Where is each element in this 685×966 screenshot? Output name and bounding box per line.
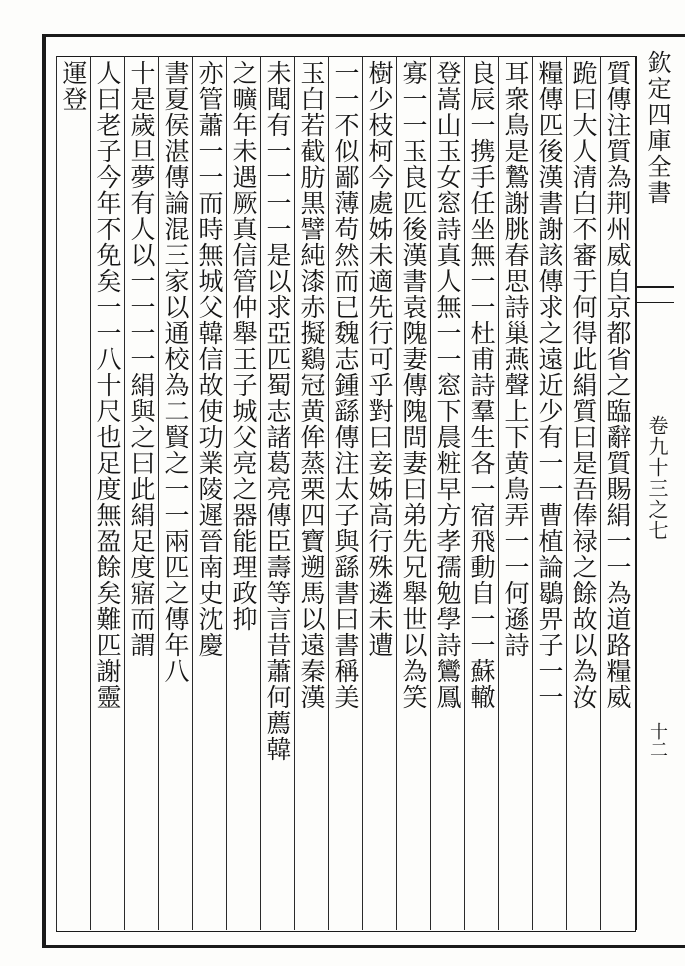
text-column: 人曰老子今年不免矣一一八十尺也足度無盈餘矣難匹謝靈 bbox=[93, 60, 122, 710]
text-column: 玉白若截肪黒譬純漆赤擬鷄冠黄侔蒸栗四寶遡馬以遠秦漢 bbox=[297, 60, 326, 710]
column-rule bbox=[532, 56, 533, 930]
column-rule bbox=[260, 56, 261, 930]
fishtail-mark bbox=[636, 286, 674, 303]
column-rule bbox=[124, 56, 125, 930]
column-rule bbox=[328, 56, 329, 930]
text-column: 樹少枝柯今處姊未適先行可乎對曰妾姊高行殊遴未遭 bbox=[365, 60, 394, 658]
column-rule bbox=[430, 56, 431, 930]
page-marker: 十二 bbox=[647, 722, 668, 758]
text-column: 之曠年未遇厥真信管仲舉王子城父亮之器能理政抑 bbox=[229, 60, 258, 632]
text-column: 寡一一玉良匹後漢書袁隗妻傳隗問妻曰弟先兄舉世以為笑 bbox=[399, 60, 428, 710]
text-column: 質傳注質為荆州威自京都省之臨辭質賜絹一一為道路糧威 bbox=[603, 60, 632, 710]
text-column: 良辰一携手任坐無一一杜甫詩羣生各一宿飛動自一一蘇轍 bbox=[467, 60, 496, 710]
column-rule bbox=[158, 56, 159, 930]
text-column: 登嵩山玉女窓詩真人無一一窓下晨粧早方孝孺勉學詩鸞鳳 bbox=[433, 60, 462, 710]
column-rule bbox=[498, 56, 499, 930]
text-column: 跪曰大人清白不審于何得此絹質曰是吾俸禄之餘故以為汝 bbox=[569, 60, 598, 710]
column-rule bbox=[396, 56, 397, 930]
column-rule bbox=[464, 56, 465, 930]
text-column: 十是歲旦夢有人以一一一一絹與之曰此絹足度寤而謂 bbox=[127, 60, 156, 658]
text-column: 運登 bbox=[59, 60, 88, 112]
text-column: 糧傳匹後漢書謝該傳求之遠近少有一一曹植論鶡畀子一一 bbox=[535, 60, 564, 710]
column-rule bbox=[226, 56, 227, 930]
column-rule bbox=[566, 56, 567, 930]
column-rule bbox=[56, 56, 57, 930]
column-rule bbox=[600, 56, 601, 930]
spine-title: 欽定四庫全書 bbox=[643, 50, 671, 206]
column-rule bbox=[192, 56, 193, 930]
text-column: 書夏侯湛傳論混三家以通校為二賢之一一兩匹之傳年八 bbox=[161, 60, 190, 684]
column-rule bbox=[294, 56, 295, 930]
text-column: 亦管蕭一一而時無城父韓信故使功業陵遲晉南史沈慶 bbox=[195, 60, 224, 658]
column-rule bbox=[362, 56, 363, 930]
text-column: 一一不似鄙薄苟然而已魏志鍾繇傳注太子與繇書曰書稱美 bbox=[331, 60, 360, 710]
text-column: 耳衆鳥是鷙謝朓春思詩巢燕聲上下黄鳥弄一一何遜詩 bbox=[501, 60, 530, 658]
volume-label: 卷九十三之七 bbox=[645, 415, 669, 541]
column-rule bbox=[90, 56, 91, 930]
text-column: 未聞有一一一一是以求亞匹蜀志諸葛亮傳臣壽等言昔蕭何薦韓 bbox=[263, 60, 292, 762]
